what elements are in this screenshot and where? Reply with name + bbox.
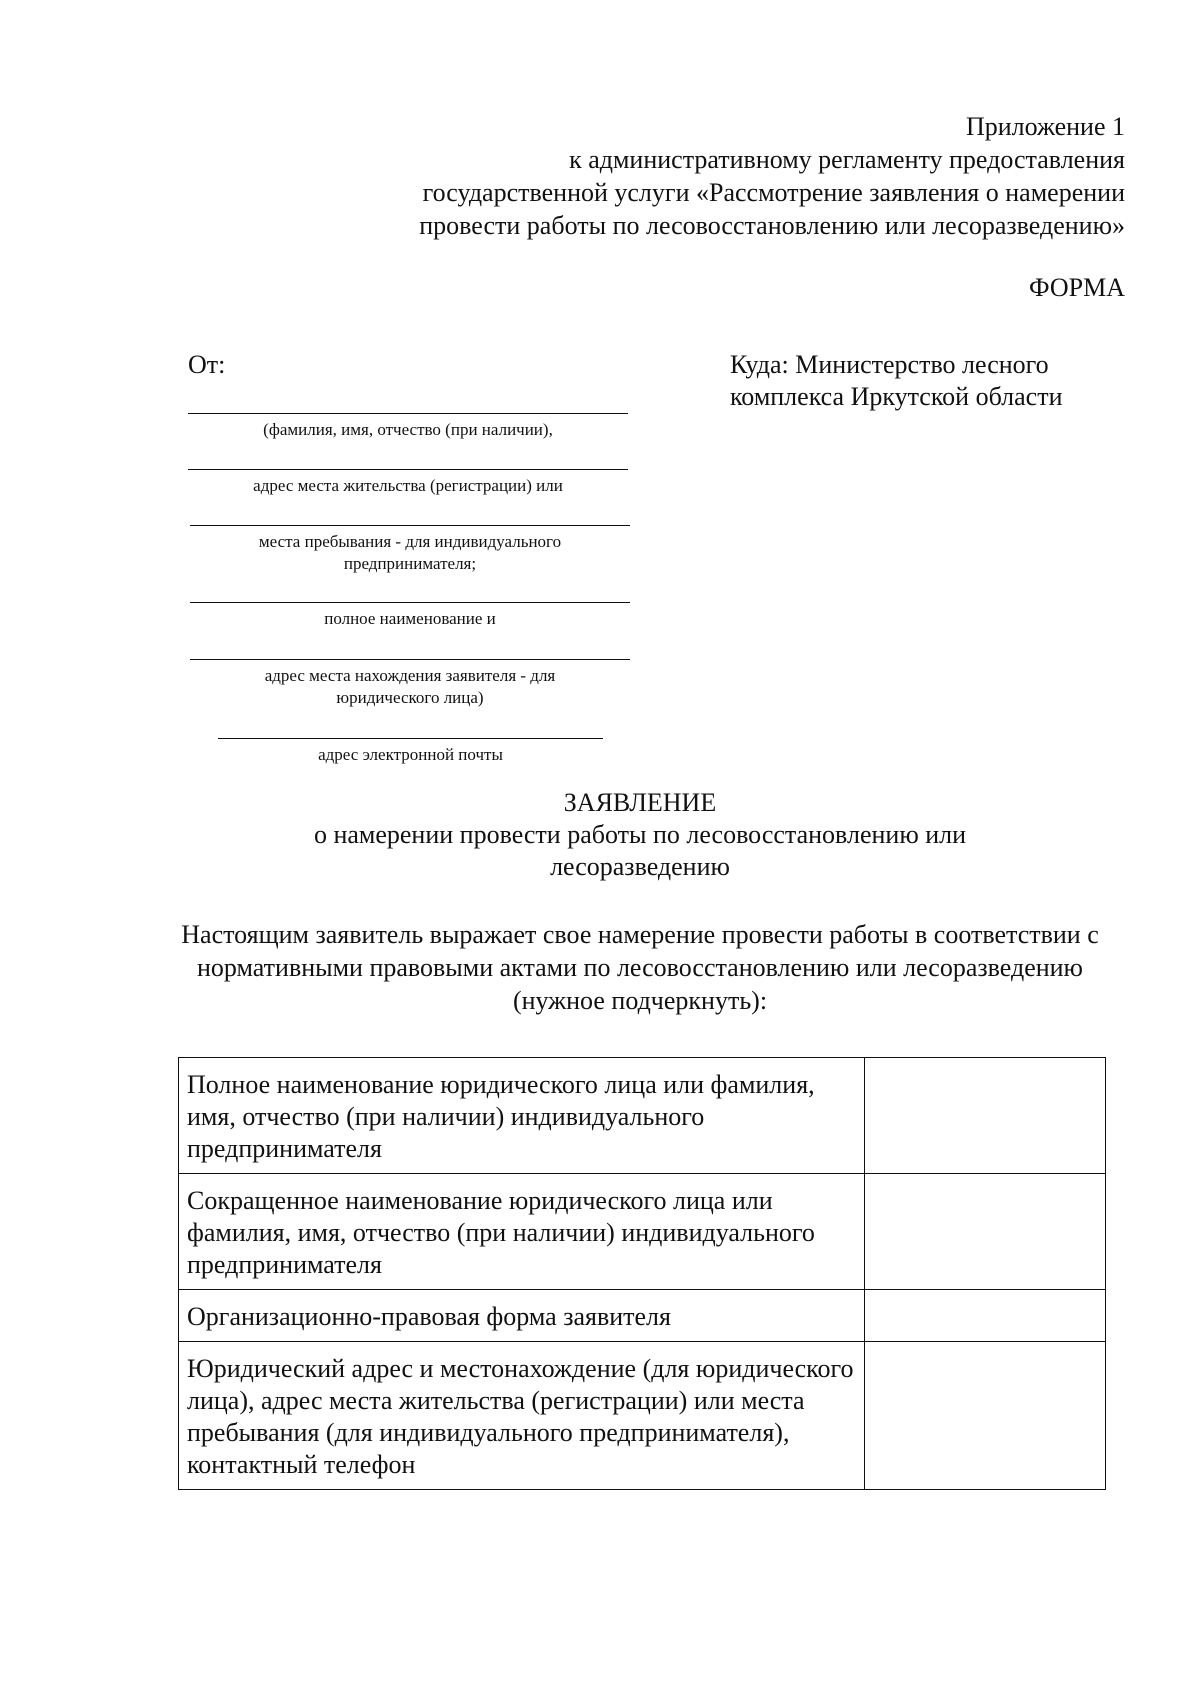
statement-intro: Настоящим заявитель выражает свое намерение провести работы в соответствии с нормативными правовыми актами по лесовосстановлению или лесоразведению (нужное подчеркнуть): — [181, 920, 1099, 1015]
sender-name-field[interactable] — [188, 413, 628, 441]
applicant-info-table — [178, 1057, 1106, 1490]
field-caption: полное наименование и — [324, 609, 496, 628]
appendix-header — [325, 110, 1125, 242]
table-row — [179, 1342, 1106, 1490]
appendix-line: к административному регламенту предоставления — [569, 145, 1125, 174]
row-label: Сокращенное наименование юридического лица или фамилия, имя, отчество (при наличии) индивидуального предпринимателя — [179, 1174, 865, 1290]
fill-in-line — [218, 738, 603, 739]
fill-in-line — [190, 525, 630, 526]
table-row — [179, 1290, 1106, 1342]
field-caption: (фамилия, имя, отчество (при наличии), — [263, 420, 553, 439]
fill-in-line — [190, 659, 630, 660]
recipient-line: Куда: Министерство лесного — [730, 350, 1049, 379]
statement-subtitle: о намерении провести работы по лесовосстановлению или лесоразведению — [313, 820, 967, 881]
row-label: Полное наименование юридического лица или фамилия, имя, отчество (при наличии) индивидуального предпринимателя — [179, 1058, 865, 1174]
sender-address-field[interactable] — [188, 469, 628, 497]
fill-in-line — [188, 413, 628, 414]
sender-label: От: — [188, 350, 226, 379]
sender-email-field[interactable] — [218, 738, 603, 766]
appendix-line: Приложение 1 — [965, 112, 1125, 141]
field-caption: адрес электронной почты — [318, 745, 503, 764]
row-value-cell[interactable] — [864, 1342, 1105, 1490]
row-value-cell[interactable] — [864, 1058, 1105, 1174]
table-row — [179, 1174, 1106, 1290]
recipient-line: комплекса Иркутской области — [730, 382, 1063, 411]
appendix-line: провести работы по лесовосстановлению или лесоразведению» — [419, 211, 1125, 240]
row-value-cell[interactable] — [864, 1290, 1105, 1342]
fill-in-line — [190, 602, 630, 603]
statement-title: ЗАЯВЛЕНИЕ — [563, 788, 717, 817]
sender-fullname-field[interactable] — [190, 602, 630, 630]
sender-location-field[interactable] — [190, 659, 630, 709]
fill-in-line — [188, 469, 628, 470]
recipient-block — [730, 349, 1130, 413]
row-value-cell[interactable] — [864, 1174, 1105, 1290]
field-caption: адрес места жительства (регистрации) или — [253, 476, 563, 495]
field-caption: места пребывания - для индивидуального предпринимателя; — [258, 532, 562, 573]
row-label: Организационно-правовая форма заявителя — [179, 1290, 865, 1342]
form-label: ФОРМА — [1029, 273, 1125, 302]
appendix-line: государственной услуги «Рассмотрение заявления о намерении — [422, 178, 1125, 207]
table-row — [179, 1058, 1106, 1174]
row-label: Юридический адрес и местонахождение (для юридического лица), адрес места жительства (регистрации) или места пребывания (для индивидуального предпринимателя), контактный телефон — [179, 1342, 865, 1490]
statement-heading — [250, 787, 1030, 883]
sender-stay-field[interactable] — [190, 525, 630, 575]
field-caption: адрес места нахождения заявителя - для юридического лица) — [264, 666, 556, 707]
